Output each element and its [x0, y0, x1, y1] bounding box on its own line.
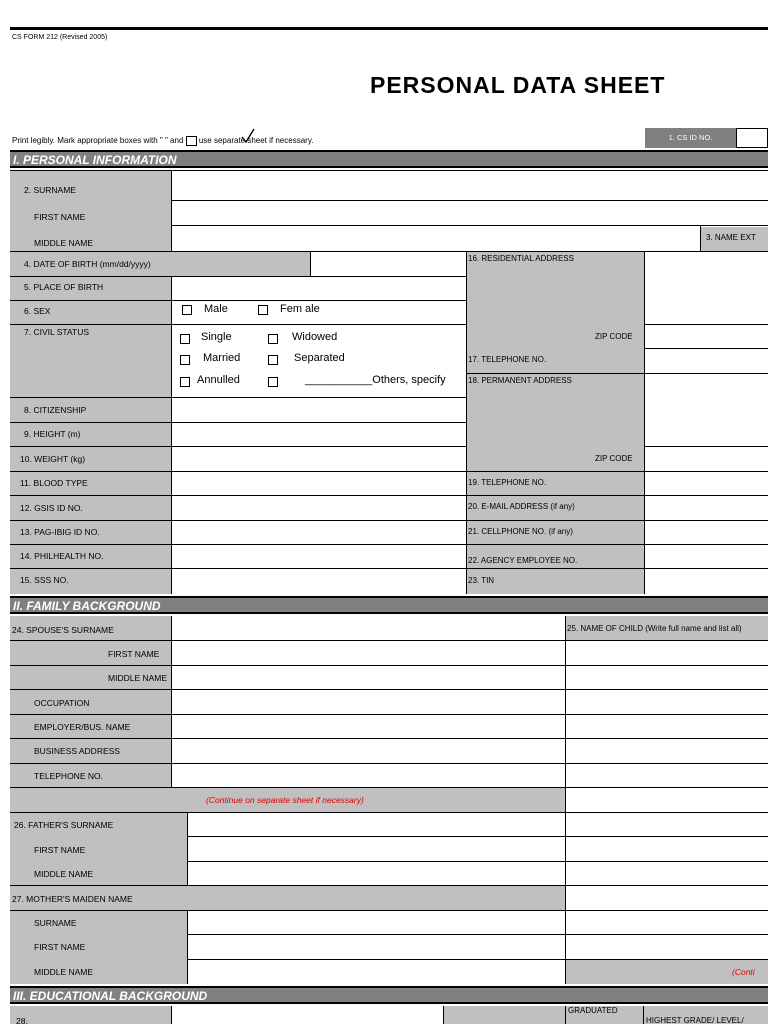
- female-label: Fem ale: [280, 303, 320, 315]
- cs-id-label: 1. CS ID NO.: [645, 128, 736, 148]
- father-inputs-bg: [187, 812, 566, 886]
- grid-line: [466, 252, 467, 594]
- grid-line: [10, 665, 768, 666]
- business-address-label: BUSINESS ADDRESS: [34, 746, 120, 756]
- weight-label: 10. WEIGHT (kg): [20, 454, 86, 464]
- grid-line: [10, 520, 768, 521]
- grid-line: [10, 300, 466, 301]
- grid-line: [10, 689, 768, 690]
- civil-status-label: 7. CIVIL STATUS: [24, 327, 90, 337]
- children-header-label: 25. NAME OF CHILD (Write full name and list all): [567, 624, 742, 633]
- address-labels-bg: [466, 252, 645, 594]
- checkbox-sample-icon: [186, 136, 197, 146]
- grid-line: [10, 738, 768, 739]
- grid-line: [10, 640, 768, 641]
- height-label: 9. HEIGHT (m): [24, 429, 81, 439]
- grid-line: [10, 422, 466, 423]
- separated-label: Separated: [294, 352, 345, 364]
- grid-line: [172, 225, 768, 226]
- male-checkbox[interactable]: [182, 305, 192, 315]
- highest-grade-label: HIGHEST GRADE/ LEVEL/: [646, 1016, 744, 1025]
- philhealth-label: 14. PHILHEALTH NO.: [20, 551, 104, 561]
- middle-name-label: MIDDLE NAME: [34, 238, 94, 248]
- first-name-label: FIRST NAME: [34, 212, 86, 222]
- female-checkbox[interactable]: [258, 305, 268, 315]
- grid-line: [172, 200, 768, 201]
- grid-line: [171, 1006, 172, 1024]
- separated-checkbox[interactable]: [268, 355, 278, 365]
- occupation-label: OCCUPATION: [34, 698, 90, 708]
- instructions: [12, 136, 313, 146]
- annulled-checkbox[interactable]: [180, 377, 190, 387]
- grid-line: [10, 471, 768, 472]
- residential-address-label: 16. RESIDENTIAL ADDRESS: [468, 254, 574, 263]
- grid-line: [565, 1006, 566, 1024]
- dob-input[interactable]: [310, 252, 466, 276]
- grid-line: [10, 251, 768, 252]
- grid-line: [10, 495, 768, 496]
- zip-code-label-2: ZIP CODE: [595, 454, 633, 463]
- pob-label: 5. PLACE OF BIRTH: [24, 282, 104, 292]
- father-first-name-label: FIRST NAME: [34, 845, 86, 855]
- widowed-checkbox[interactable]: [268, 334, 278, 344]
- widowed-label: Widowed: [292, 331, 338, 343]
- cellphone-label: 21. CELLPHONE NO. (if any): [468, 527, 573, 536]
- spouse-surname-label: 24. SPOUSE'S SURNAME: [12, 625, 114, 635]
- mother-inputs-bg: [187, 910, 566, 984]
- surname-label: 2. SURNAME: [24, 185, 76, 195]
- grid-line: [644, 252, 645, 594]
- spouse-middle-name-label: MIDDLE NAME: [108, 673, 168, 683]
- father-surname-label: 26. FATHER'S SURNAME: [14, 820, 114, 830]
- grid-line: [10, 763, 768, 764]
- grid-line: [10, 812, 768, 813]
- gsis-label: 12. GSIS ID NO.: [20, 503, 83, 513]
- telephone-label-2: 19. TELEPHONE NO.: [468, 478, 547, 487]
- blood-type-label: 11. BLOOD TYPE: [20, 478, 88, 488]
- grid-line: [10, 324, 466, 325]
- spouse-telephone-label: TELEPHONE NO.: [34, 771, 103, 781]
- grid-line: [171, 276, 172, 594]
- mother-first-name-label: FIRST NAME: [34, 942, 86, 952]
- grid-line: [10, 714, 768, 715]
- grid-line: [10, 568, 768, 569]
- others-specify-label: ___________Others, specify: [305, 374, 446, 386]
- top-rule: [10, 27, 768, 30]
- married-label: Married: [203, 352, 241, 364]
- section-personal-information: I. PERSONAL INFORMATION: [10, 150, 768, 168]
- education-row-number: 28.: [16, 1016, 28, 1026]
- sss-label: 15. SSS NO.: [20, 575, 69, 585]
- annulled-label: Annulled: [197, 374, 240, 386]
- section-family-background: II. FAMILY BACKGROUND: [10, 596, 768, 614]
- graduated-label: GRADUATED: [568, 1006, 618, 1015]
- grid-line: [171, 170, 172, 252]
- father-middle-name-label: MIDDLE NAME: [34, 869, 94, 879]
- checkmark-icon: [240, 128, 256, 144]
- form-code: CS FORM 212 (Revised 2005): [12, 34, 108, 41]
- name-ext-label: 3. NAME EXT: [706, 233, 756, 242]
- telephone-label: 17. TELEPHONE NO.: [468, 355, 547, 364]
- tin-label: 23. TIN: [468, 576, 495, 585]
- grid-line: [466, 373, 768, 374]
- citizenship-label: 8. CITIZENSHIP: [24, 405, 87, 415]
- grid-line: [700, 226, 701, 252]
- grid-line: [645, 446, 768, 447]
- pagibig-label: 13. PAG-IBIG ID NO.: [20, 527, 100, 537]
- education-label-bg: [10, 1006, 172, 1024]
- married-checkbox[interactable]: [180, 355, 190, 365]
- email-label: 20. E-MAIL ADDRESS (if any): [468, 502, 575, 511]
- grid-line: [443, 1006, 444, 1024]
- grid-line: [171, 616, 172, 788]
- grid-line: [643, 1006, 644, 1024]
- grid-line: [10, 446, 466, 447]
- instructions-text-1: Print legibly. Mark appropriate boxes with " " and: [12, 136, 184, 146]
- name-inputs-bg: [172, 170, 768, 252]
- grid-line: [10, 170, 768, 171]
- grid-line: [187, 861, 768, 862]
- grid-line: [10, 910, 768, 911]
- grid-line: [10, 397, 466, 398]
- children-continue-note: (Conti: [732, 967, 755, 977]
- single-label: Single: [201, 331, 232, 343]
- others-checkbox[interactable]: [268, 377, 278, 387]
- single-checkbox[interactable]: [180, 334, 190, 344]
- zip-code-label: ZIP CODE: [595, 332, 633, 341]
- male-label: Male: [204, 303, 228, 315]
- grid-line: [187, 934, 768, 935]
- continue-note: (Continue on separate sheet if necessary): [206, 795, 364, 805]
- cs-id-input[interactable]: [736, 128, 768, 148]
- employer-label: EMPLOYER/BUS. NAME: [34, 722, 131, 732]
- agency-employee-label: 22. AGENCY EMPLOYEE NO.: [468, 556, 578, 565]
- grid-line: [187, 959, 768, 960]
- grid-line: [645, 324, 768, 325]
- grid-line: [187, 910, 188, 984]
- section-educational-background: III. EDUCATIONAL BACKGROUND: [10, 986, 768, 1004]
- permanent-address-label: 18. PERMANENT ADDRESS: [468, 376, 572, 385]
- sex-label: 6. SEX: [24, 306, 51, 316]
- mother-surname-label: SURNAME: [34, 918, 77, 928]
- grid-line: [187, 836, 768, 837]
- grid-line: [10, 885, 768, 886]
- mother-maiden-name-label: 27. MOTHER'S MAIDEN NAME: [12, 894, 133, 904]
- address-inputs-bg: [645, 252, 768, 594]
- grid-line: [10, 787, 768, 788]
- dob-label: 4. DATE OF BIRTH (mm/dd/yyyy): [24, 259, 151, 269]
- grid-line: [10, 276, 466, 277]
- grid-line: [645, 348, 768, 349]
- grid-line: [310, 252, 311, 276]
- mother-middle-name-label: MIDDLE NAME: [34, 967, 94, 977]
- grid-line: [187, 812, 188, 886]
- grid-line: [10, 544, 768, 545]
- grid-line: [565, 616, 566, 984]
- instructions-text-2: use separate sheet if necessary.: [198, 136, 314, 146]
- spouse-first-name-label: FIRST NAME: [108, 649, 160, 659]
- page-title: PERSONAL DATA SHEET: [370, 72, 666, 98]
